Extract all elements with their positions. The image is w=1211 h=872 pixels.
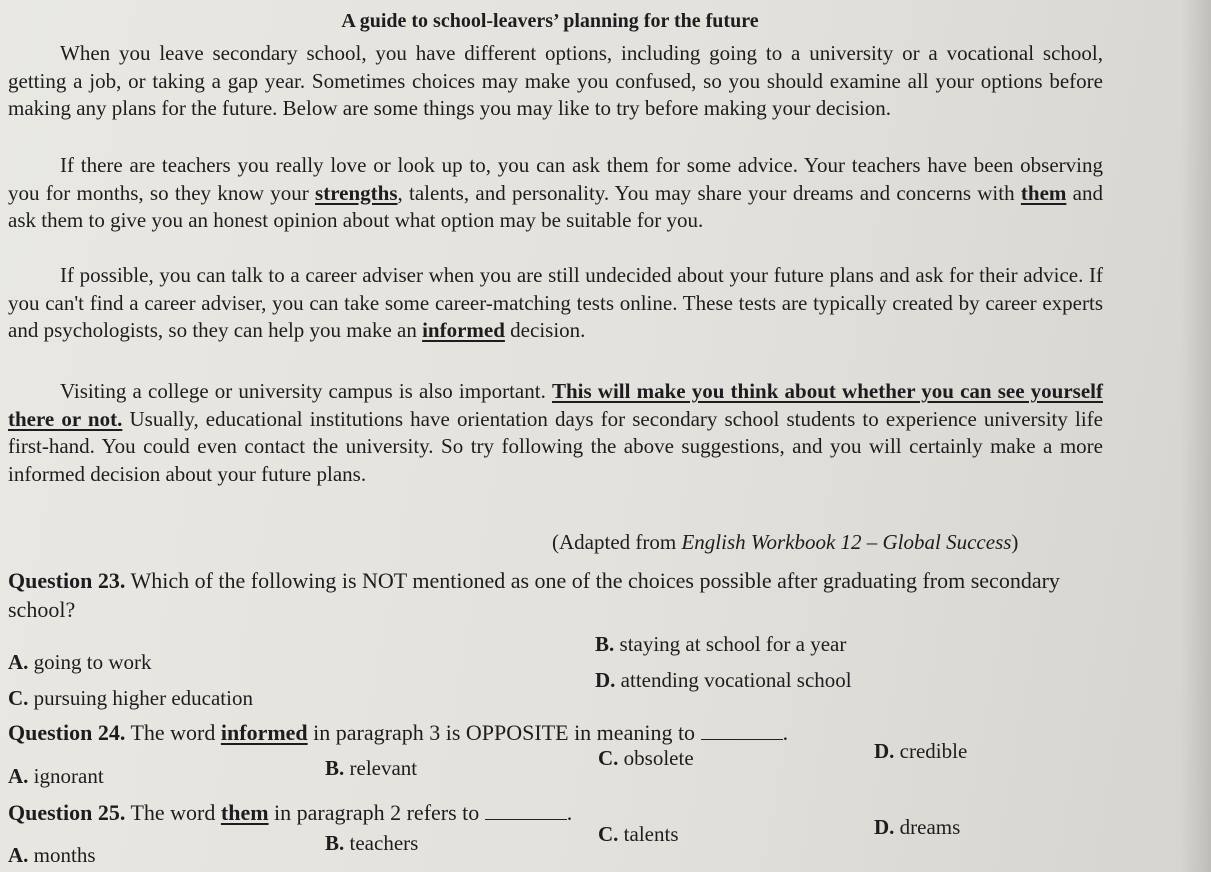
q23-option-d[interactable] — [595, 668, 852, 693]
q25-c-text: talents — [618, 822, 679, 846]
q23-label: Question 23. — [8, 568, 126, 593]
q25-d-text: dreams — [894, 815, 961, 839]
underlined-sentence: This will make you think about whether you can see yourself there or not. — [8, 379, 1103, 431]
paragraph-4-text — [8, 378, 1103, 488]
q23-b-text: staying at school for a year — [614, 632, 847, 656]
q25-word: them — [220, 800, 269, 825]
p2-text-a: If there are teachers you really love or look up to, you can ask them for some advice. Your teachers have been observing you for months, so they know your — [8, 153, 1103, 205]
q23-option-b[interactable] — [595, 632, 846, 657]
q24-a-text: ignorant — [28, 764, 104, 788]
q23-text: Which of the following is NOT mentioned as one of the choices possible after graduating from secondary school? — [8, 568, 1060, 622]
underlined-them: them — [1020, 180, 1067, 205]
q24-c-key: C. — [598, 746, 619, 770]
q24-post: in paragraph 3 is OPPOSITE in meaning to — [307, 720, 701, 745]
page-edge-shadow — [1181, 0, 1211, 872]
q25-option-b[interactable] — [325, 831, 418, 856]
q25-a-key: A. — [8, 843, 29, 867]
q25-option-c[interactable] — [598, 822, 679, 847]
q24-option-a[interactable] — [8, 764, 104, 789]
q24-blank — [701, 739, 783, 740]
question-25 — [8, 800, 572, 826]
question-24 — [8, 720, 788, 746]
q24-a-key: A. — [8, 764, 29, 788]
p3-text-b: decision. — [504, 318, 586, 342]
q24-b-text: relevant — [344, 756, 418, 780]
paragraph-1-text: When you leave secondary school, you have different options, including going to a university or a vocational school, getting a job, or taking a gap year. Sometimes choices may make you confused, so you should examine all your options before making any plans for the future. Below are some things you may like to try before making your decision. — [8, 41, 1103, 120]
p2-text-c: and ask them to give you an honest opinion about what option may be suitable for you. — [8, 180, 1103, 232]
paragraph-3 — [8, 262, 1103, 345]
p3-text-a: If possible, you can talk to a career adviser when you are still undecided about your future plans and ask for their advice. If you can't find a career adviser, you can take some career-matching tests online. These tests are typically created by career experts and psychologists, so they can help you make an — [8, 263, 1103, 342]
q23-c-text: pursuing higher education — [28, 686, 253, 710]
q25-post: in paragraph 2 refers to — [268, 800, 485, 825]
q25-a-text: months — [28, 843, 96, 867]
q25-blank — [485, 819, 567, 820]
source-citation — [552, 530, 1018, 555]
q25-b-key: B. — [325, 831, 345, 855]
q24-pre: The word — [125, 720, 221, 745]
p4-text-a: Visiting a college or university campus is also important. — [60, 379, 552, 403]
q23-d-text: attending vocational school — [615, 668, 852, 692]
p4-text-b: Usually, educational institutions have orientation days for secondary school students to experience university life first-hand. You could even contact the university. So try following the above suggestions, and you will certainly make a more informed decision about your future plans. — [8, 406, 1103, 486]
paragraph-3-text — [8, 262, 1103, 345]
q24-option-d[interactable] — [874, 739, 967, 764]
source-title: English Workbook 12 – Global Success — [681, 530, 1012, 554]
passage-title: A guide to school-leavers’ planning for the future — [341, 10, 759, 32]
paragraph-4 — [8, 378, 1103, 488]
source-pre: (Adapted from — [552, 530, 682, 554]
paragraph-2 — [8, 152, 1103, 235]
paragraph-1 — [8, 40, 1103, 123]
q24-d-key: D. — [874, 739, 895, 763]
q25-label: Question 25. — [8, 800, 126, 825]
underlined-informed: informed — [422, 318, 505, 342]
q23-option-c[interactable] — [8, 686, 253, 711]
q23-option-a[interactable] — [8, 650, 152, 675]
q23-b-key: B. — [595, 632, 615, 656]
q24-option-b[interactable] — [325, 756, 417, 781]
q24-word: informed — [220, 720, 308, 745]
q24-label: Question 24. — [8, 720, 126, 745]
source-post: ) — [1011, 530, 1019, 554]
q25-end: . — [566, 800, 573, 825]
question-23 — [8, 566, 1113, 624]
q25-pre: The word — [125, 800, 221, 825]
q25-d-key: D. — [874, 815, 895, 839]
underlined-strengths: strengths — [315, 180, 398, 205]
q23-c-key: C. — [8, 686, 29, 710]
q24-d-text: credible — [894, 739, 968, 763]
q24-option-c[interactable] — [598, 746, 694, 771]
q23-d-key: D. — [595, 668, 616, 692]
q25-b-text: teachers — [344, 831, 419, 855]
q24-b-key: B. — [325, 756, 345, 780]
paragraph-2-text — [8, 152, 1103, 235]
q24-c-text: obsolete — [618, 746, 694, 770]
p2-text-b: , talents, and personality. You may share your dreams and concerns with — [397, 180, 1021, 205]
q23-a-key: A. — [8, 650, 29, 674]
q24-end: . — [782, 720, 789, 745]
q23-a-text: going to work — [28, 650, 152, 674]
q25-option-a[interactable] — [8, 843, 96, 868]
q25-c-key: C. — [598, 822, 619, 846]
q25-option-d[interactable] — [874, 815, 960, 840]
